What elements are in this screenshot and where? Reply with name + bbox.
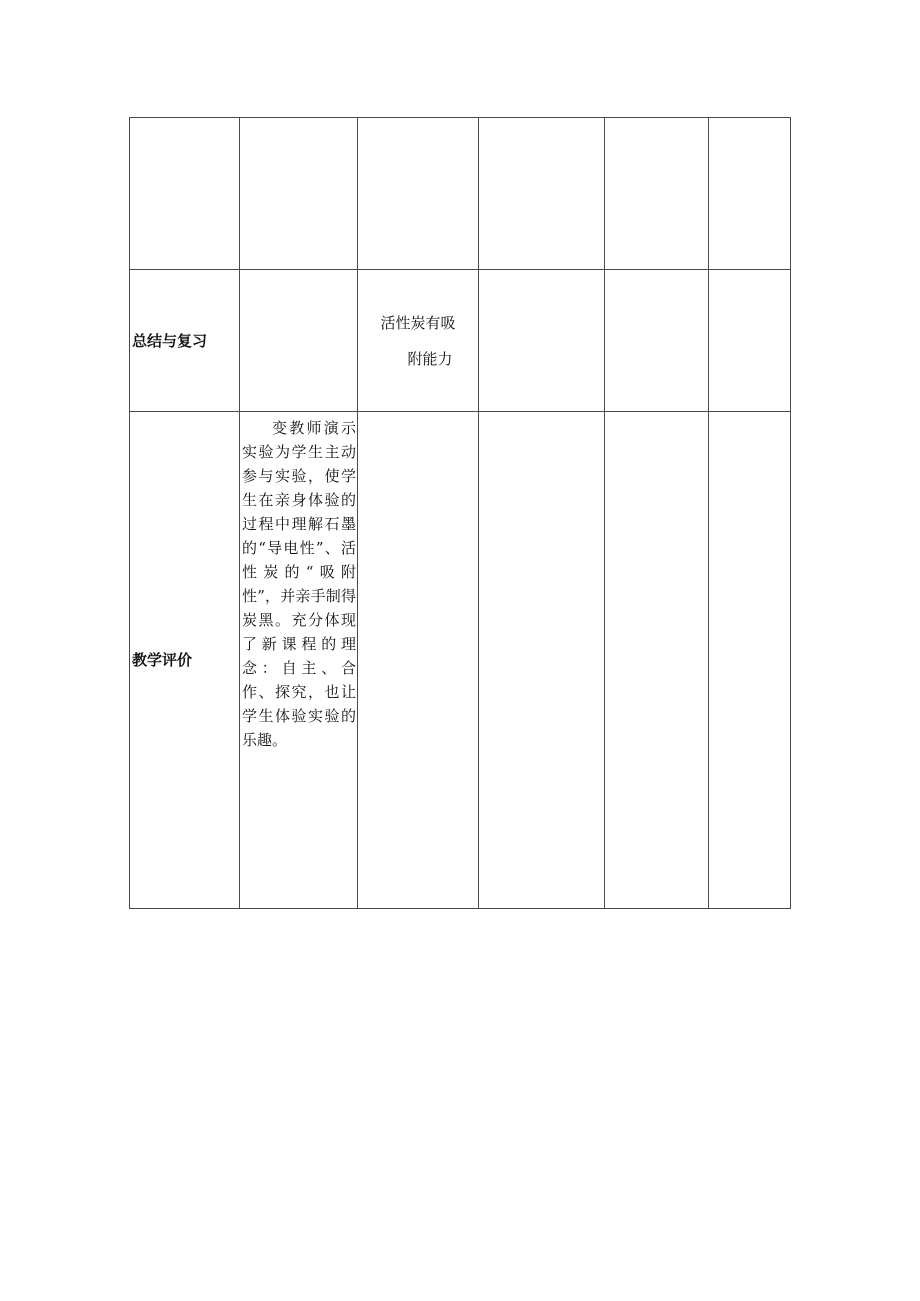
table-cell bbox=[240, 118, 358, 270]
table-cell bbox=[240, 270, 358, 412]
table-cell bbox=[605, 412, 709, 909]
table-row bbox=[130, 118, 791, 270]
table-cell bbox=[709, 270, 791, 412]
table-cell bbox=[358, 118, 479, 270]
evaluation-cell bbox=[240, 412, 358, 909]
table-cell bbox=[479, 270, 605, 412]
row-label-summary-review: 总结与复习 bbox=[130, 270, 240, 412]
table-cell bbox=[709, 412, 791, 909]
table-cell bbox=[709, 118, 791, 270]
concept-cell bbox=[358, 270, 479, 412]
table-cell bbox=[479, 412, 605, 909]
table-cell bbox=[479, 118, 605, 270]
row-label-teaching-evaluation: 教学评价 bbox=[130, 412, 240, 909]
evaluation-text: 变教师演示实验为学生主动参与实验，使学生在亲身体验的过程中理解石墨的“导电性”、活性炭的“吸附性”，并亲手制得炭黑。充分体现了新课程的理念：自主、合作、探究，也让学生体验实验的乐趣。 bbox=[242, 419, 356, 749]
concept-text-line1: 活性炭有吸 bbox=[380, 313, 456, 332]
concept-text-line2: 附能力 bbox=[407, 349, 453, 368]
table-cell bbox=[605, 270, 709, 412]
table-cell bbox=[605, 118, 709, 270]
table-cell bbox=[358, 412, 479, 909]
lesson-plan-table bbox=[129, 117, 791, 909]
table-row bbox=[130, 412, 791, 909]
table-row bbox=[130, 270, 791, 412]
row-label-cell bbox=[130, 118, 240, 270]
